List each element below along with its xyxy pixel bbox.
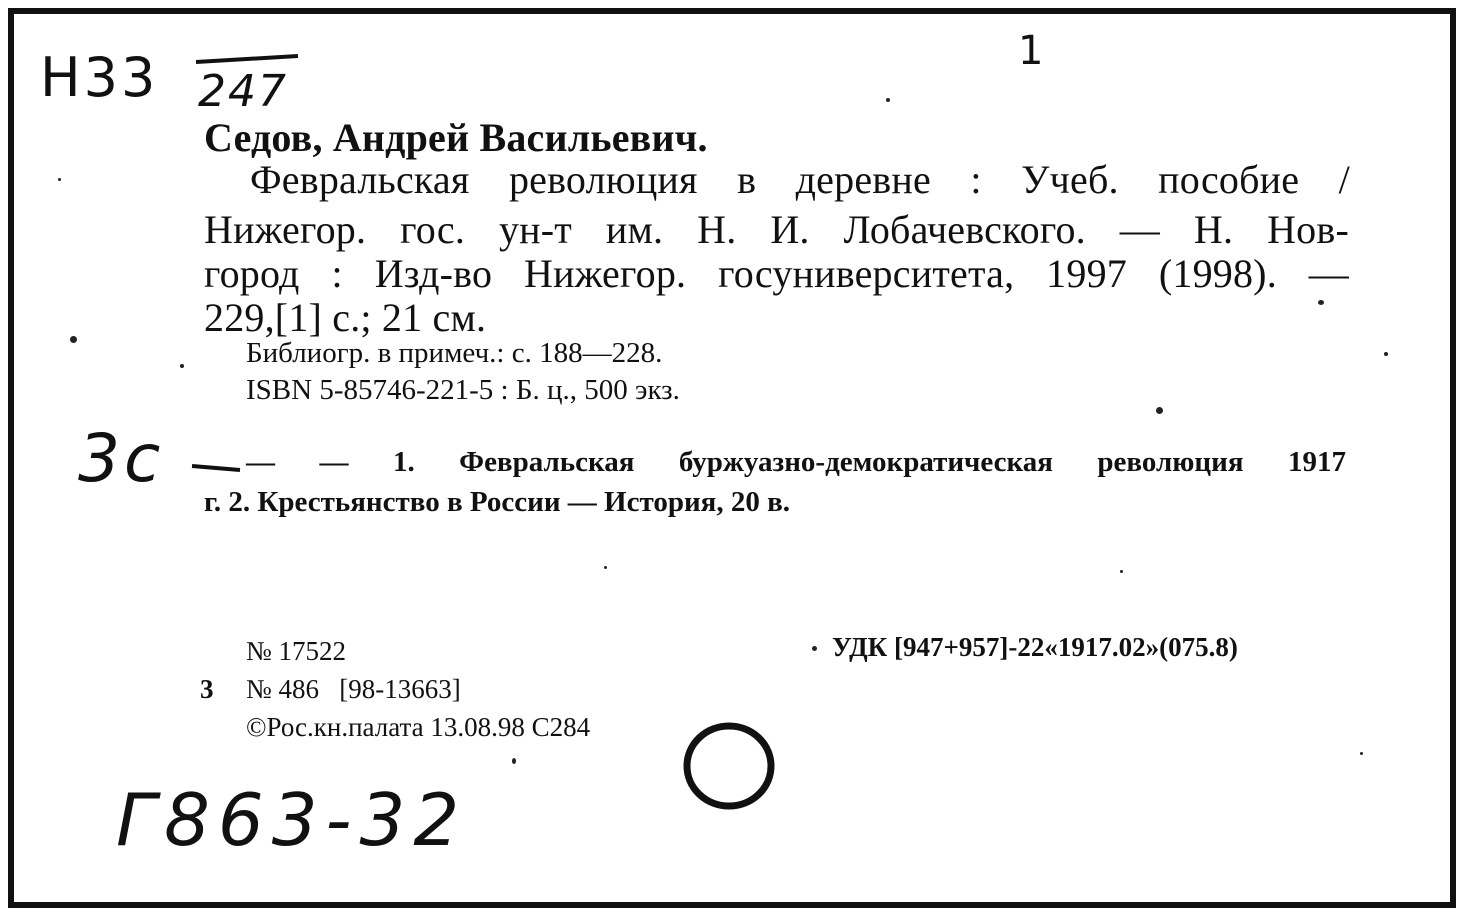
footer-udc: УДК [947+957]-22«1917.02»(075.8) bbox=[832, 632, 1238, 662]
footer-number-2: № 486 [98-13663] bbox=[246, 674, 461, 704]
entry-title-line-2: Нижегор. гос. ун-т им. Н. И. Лобачевского. — Н. Нов- bbox=[204, 207, 1349, 252]
handwritten-shelfmark-number: 247 bbox=[198, 66, 288, 117]
footer-prefix-3: 3 bbox=[200, 674, 214, 704]
handwritten-section-mark: 3с bbox=[78, 420, 165, 497]
scan-speck bbox=[886, 98, 890, 102]
punched-hole-circle bbox=[687, 726, 771, 806]
scan-speck bbox=[1360, 752, 1363, 755]
scan-speck bbox=[812, 646, 817, 651]
scan-speck bbox=[180, 364, 184, 368]
entry-title-line-4: 229,[1] с.; 21 см. bbox=[204, 295, 487, 340]
handwritten-inventory-code: Г863-32 bbox=[116, 778, 468, 862]
subjects-line-2: г. 2. Крестьянство в России — История, 20 в. bbox=[204, 486, 791, 518]
entry-title-line-1: Февральская революция в деревне : Учеб. пособие / bbox=[250, 157, 1350, 202]
handwritten-shelfmark-prefix: Н33 bbox=[40, 46, 159, 109]
footer-number-1: № 17522 bbox=[246, 636, 347, 666]
scan-speck bbox=[1156, 407, 1163, 414]
scan-speck bbox=[512, 758, 516, 764]
scan-speck bbox=[1318, 300, 1324, 305]
handwritten-page-mark: 1 bbox=[1018, 28, 1044, 74]
entry-note-bibliography: Библиогр. в примеч.: с. 188—228. bbox=[246, 337, 663, 369]
shelfmark-overline bbox=[196, 56, 298, 62]
scan-speck bbox=[1384, 352, 1388, 356]
section-mark-stroke bbox=[192, 466, 240, 470]
footer-chamber: ©Рос.кн.палата 13.08.98 С284 bbox=[246, 712, 591, 742]
entry-author: Седов, Андрей Васильевич. bbox=[204, 115, 708, 160]
scan-speck bbox=[604, 566, 607, 569]
scan-speck bbox=[70, 336, 77, 343]
entry-title-line-3: город : Изд-во Нижегор. госуниверситета, 1997 (1998). — bbox=[204, 251, 1349, 296]
scan-speck bbox=[1120, 570, 1123, 573]
subjects-line-1: — — 1. Февральская буржуазно-демократическая революция 1917 bbox=[246, 446, 1346, 478]
entry-note-isbn: ISBN 5-85746-221-5 : Б. ц., 500 экз. bbox=[246, 374, 680, 406]
scan-speck bbox=[58, 178, 61, 181]
